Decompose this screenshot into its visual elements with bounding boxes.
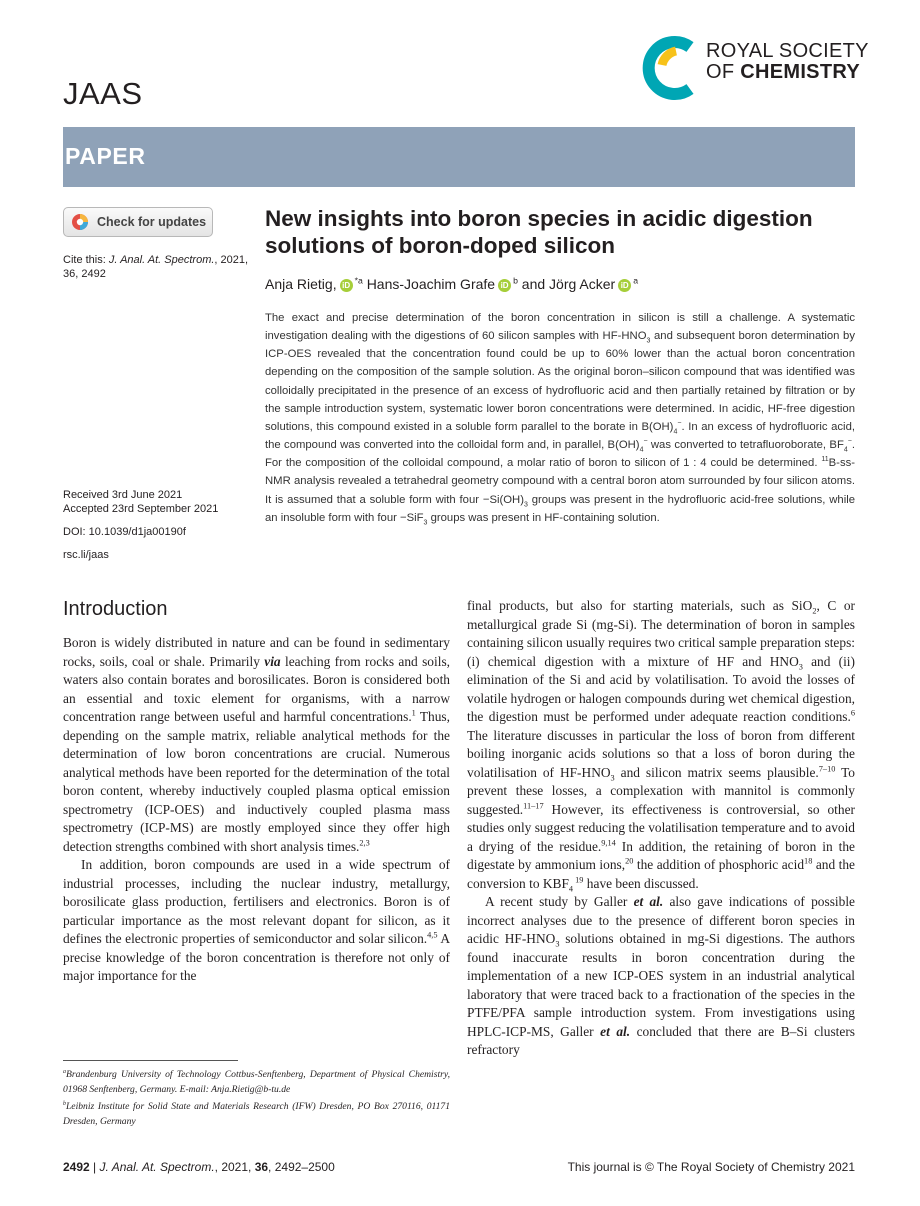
citation-info (63, 253, 253, 281)
body-column-right (467, 597, 855, 1060)
journal-name: JAAS (63, 76, 143, 111)
article-type-banner (63, 127, 855, 187)
check-for-updates-button[interactable] (63, 207, 213, 237)
author-name[interactable]: Hans-Joachim Grafe (366, 276, 496, 292)
author-affiliation: a (633, 275, 639, 286)
crossmark-icon (71, 213, 89, 231)
cite-prefix: Cite this: (63, 254, 109, 266)
affiliation-a: $^a$Brandenburg University of Technology Cottbus-Senftenberg, Department of Physical Chemistry, 01968 Senftenberg, Germany. E-mail: Anja.Rietig@b-tu.de (63, 1068, 450, 1095)
author-list (265, 276, 638, 292)
accepted-date: Accepted 23rd September 2021 (63, 503, 219, 515)
affiliation-b: $^b$Leibniz Institute for Solid State and Materials Research (IFW) Dresden, PO Box 270116, 01171 Dresden, Germany (63, 1100, 450, 1127)
orcid-icon[interactable]: iD (340, 279, 353, 292)
author-affiliation: b (513, 275, 518, 286)
orcid-icon[interactable]: iD (618, 279, 631, 292)
publisher-wordmark (706, 41, 869, 83)
page-footer-left: 2492 | J. Anal. At. Spectrom., 2021, 36, 2492–2500 (63, 1160, 335, 1174)
author-conjunction: and (521, 276, 546, 292)
publisher-line-2 (706, 62, 869, 83)
orcid-icon[interactable]: iD (498, 279, 511, 292)
publisher-chemistry: CHEMISTRY (740, 61, 860, 83)
article-type-label: PAPER (65, 143, 146, 169)
cite-journal: J. Anal. At. Spectrom. (108, 254, 215, 266)
paragraph: A recent study by Galler et al. also gave indications of possible incorrect analyses due to the presence of different boron species in acidic $HF-HNO_3$ solutions obtained in mg-Si digestions. The authors found inaccurate results in boron concentration during the implementation of a new ICP-OES system in an industrial analytical laboratory that were traced back to a fractionation of the species in the PTFE/PFA sample introduction system. From investigations using HPLC-ICP-MS, Galler et al. concluded that there are B–Si clusters refractory (467, 894, 856, 1057)
doi[interactable]: DOI: 10.1039/d1ja00190f (63, 526, 186, 538)
author-affiliation: *a (354, 275, 363, 286)
paragraph: In addition, boron compounds are used in a wide spectrum of industrial processes, including the nuclear industry, metallurgy, borosilicate glass production, fertilisers and electronics. Boron is of particular importance as the most relevant dopant for silicon, as it defines the electronic properties of semiconductor and solar silicon.$^{4,5}$ A precise knowledge of the boron concentration is therefore not only of major importance for the (63, 857, 450, 983)
paragraph: final products, but also for starting materials, such as SiO$_2$, C or metallurgical grade Si (mg-Si). The determination of boron in samples containing silicon usually requires two critical sample preparation steps: (i) chemical digestion with a mixture of HF and $HNO_3$ and (ii) elimination of the Si and acid by volatilisation. To avoid the losses of volatile hydrogen or halogen compounds during wet chemical digestion, the digestion must be performed under adequate reaction conditions.$^6$ The literature discusses in particular the loss of boron from different boiling inorganic acids solutions so that a loss of boron during the volatilisation of $HF-HNO_3$ and silicon matrix seems plausible.$^{7-10}$ To prevent these losses, a complexation with mannitol is commonly suggested.$^{11-17}$ However, its effectiveness is controversial, so other studies only suggest reducing the volatilisation temperature and to avoid a drying of the residue.$^{9,14}$ In addition, the retaining of boron in the digestate by ammonium ions,$^{20}$ the addition of phosphoric acid$^{18}$ and the conversion to $KBF_4$ $^{19}$ have been discussed. (467, 598, 856, 894)
copyright-notice: This journal is © The Royal Society of Chemistry 2021 (567, 1160, 855, 1174)
article-metadata (63, 488, 218, 562)
article-title: New insights into boron species in acidic digestion solutions of boron-doped silicon (265, 206, 813, 258)
cite-volume: , 2021, 36, 2492 (63, 254, 249, 280)
author-name[interactable]: Jörg Acker (549, 276, 616, 292)
check-for-updates-label: Check for updates (97, 215, 207, 229)
journal-link[interactable]: rsc.li/jaas (63, 549, 109, 561)
publisher-of: OF (706, 61, 735, 83)
paragraph: Boron is widely distributed in nature and can be found in sedimentary rocks, soils, coal or shale. Primarily via leaching from rocks and soils, waters also contain borates and borosilicates. Boron is considered both an essential and toxic element for organisms, with a narrow concentration range between useful and harmful concentrations.$^1$ Thus, depending on the sample matrix, reliable analytical methods for the determination of low boron concentrations are crucial. Numerous analytical methods have been reported for the determination of the total boron content, whereby inductively coupled plasma optical emission spectrometry (ICP-OES) and inductively coupled plasma mass spectrometry (ICP-MS) are mostly employed since they offer high detection strengths combined with short analysis times.$^{2,3}$ (63, 635, 451, 854)
publisher-line-1: ROYAL SOCIETY (706, 40, 869, 62)
section-heading: Introduction (63, 598, 168, 620)
footnote-divider (63, 1060, 238, 1061)
page-number: 2492 (63, 1160, 90, 1174)
received-date: Received 3rd June 2021 (63, 489, 183, 501)
abstract: The exact and precise determination of the boron concentration in silicon is still a challenge. A systematic investigation dealing with the digestions of 60 silicon samples with $HF-HNO_3$ and subsequent boron determination by ICP-OES revealed that the concentration found could be up to 60% lower than the actual boron concentration depending on the composition of the sample solution. As the original boron–silicon compound that was identified was colloidally precipitated in the presence of an excess of hydrofluoric acid and then partially retained by filtration or by the sample introduction system, systematic lower boron concentrations were determined. In acidic, HF-free digestion solutions, this compound existed in a soluble form parallel to the borate in $B(OH)_4^-$. In an excess of hydrofluoric acid, the compound was converted into the colloidal form and, in parallel, $B(OH)_4^-$ was converted to tetrafluoroborate, $BF_4^-$. For the composition of the colloidal compound, a molar ratio of boron to silicon of 1 : 4 could be determined. $^{11}$B-ss-NMR analysis revealed a tetrahedral geometry compound with a central boron atom surrounded by four silicon atoms. It is assumed that a soluble form with four $-Si(OH)_3$ groups was present in the hydrofluoric acid-free solutions, while an insoluble form with four −SiF$_3$ groups was present in HF-containing solution. (265, 312, 855, 526)
body-column-left (63, 634, 450, 986)
footnotes (63, 1067, 450, 1131)
author-name[interactable]: Anja Rietig, (265, 276, 337, 292)
